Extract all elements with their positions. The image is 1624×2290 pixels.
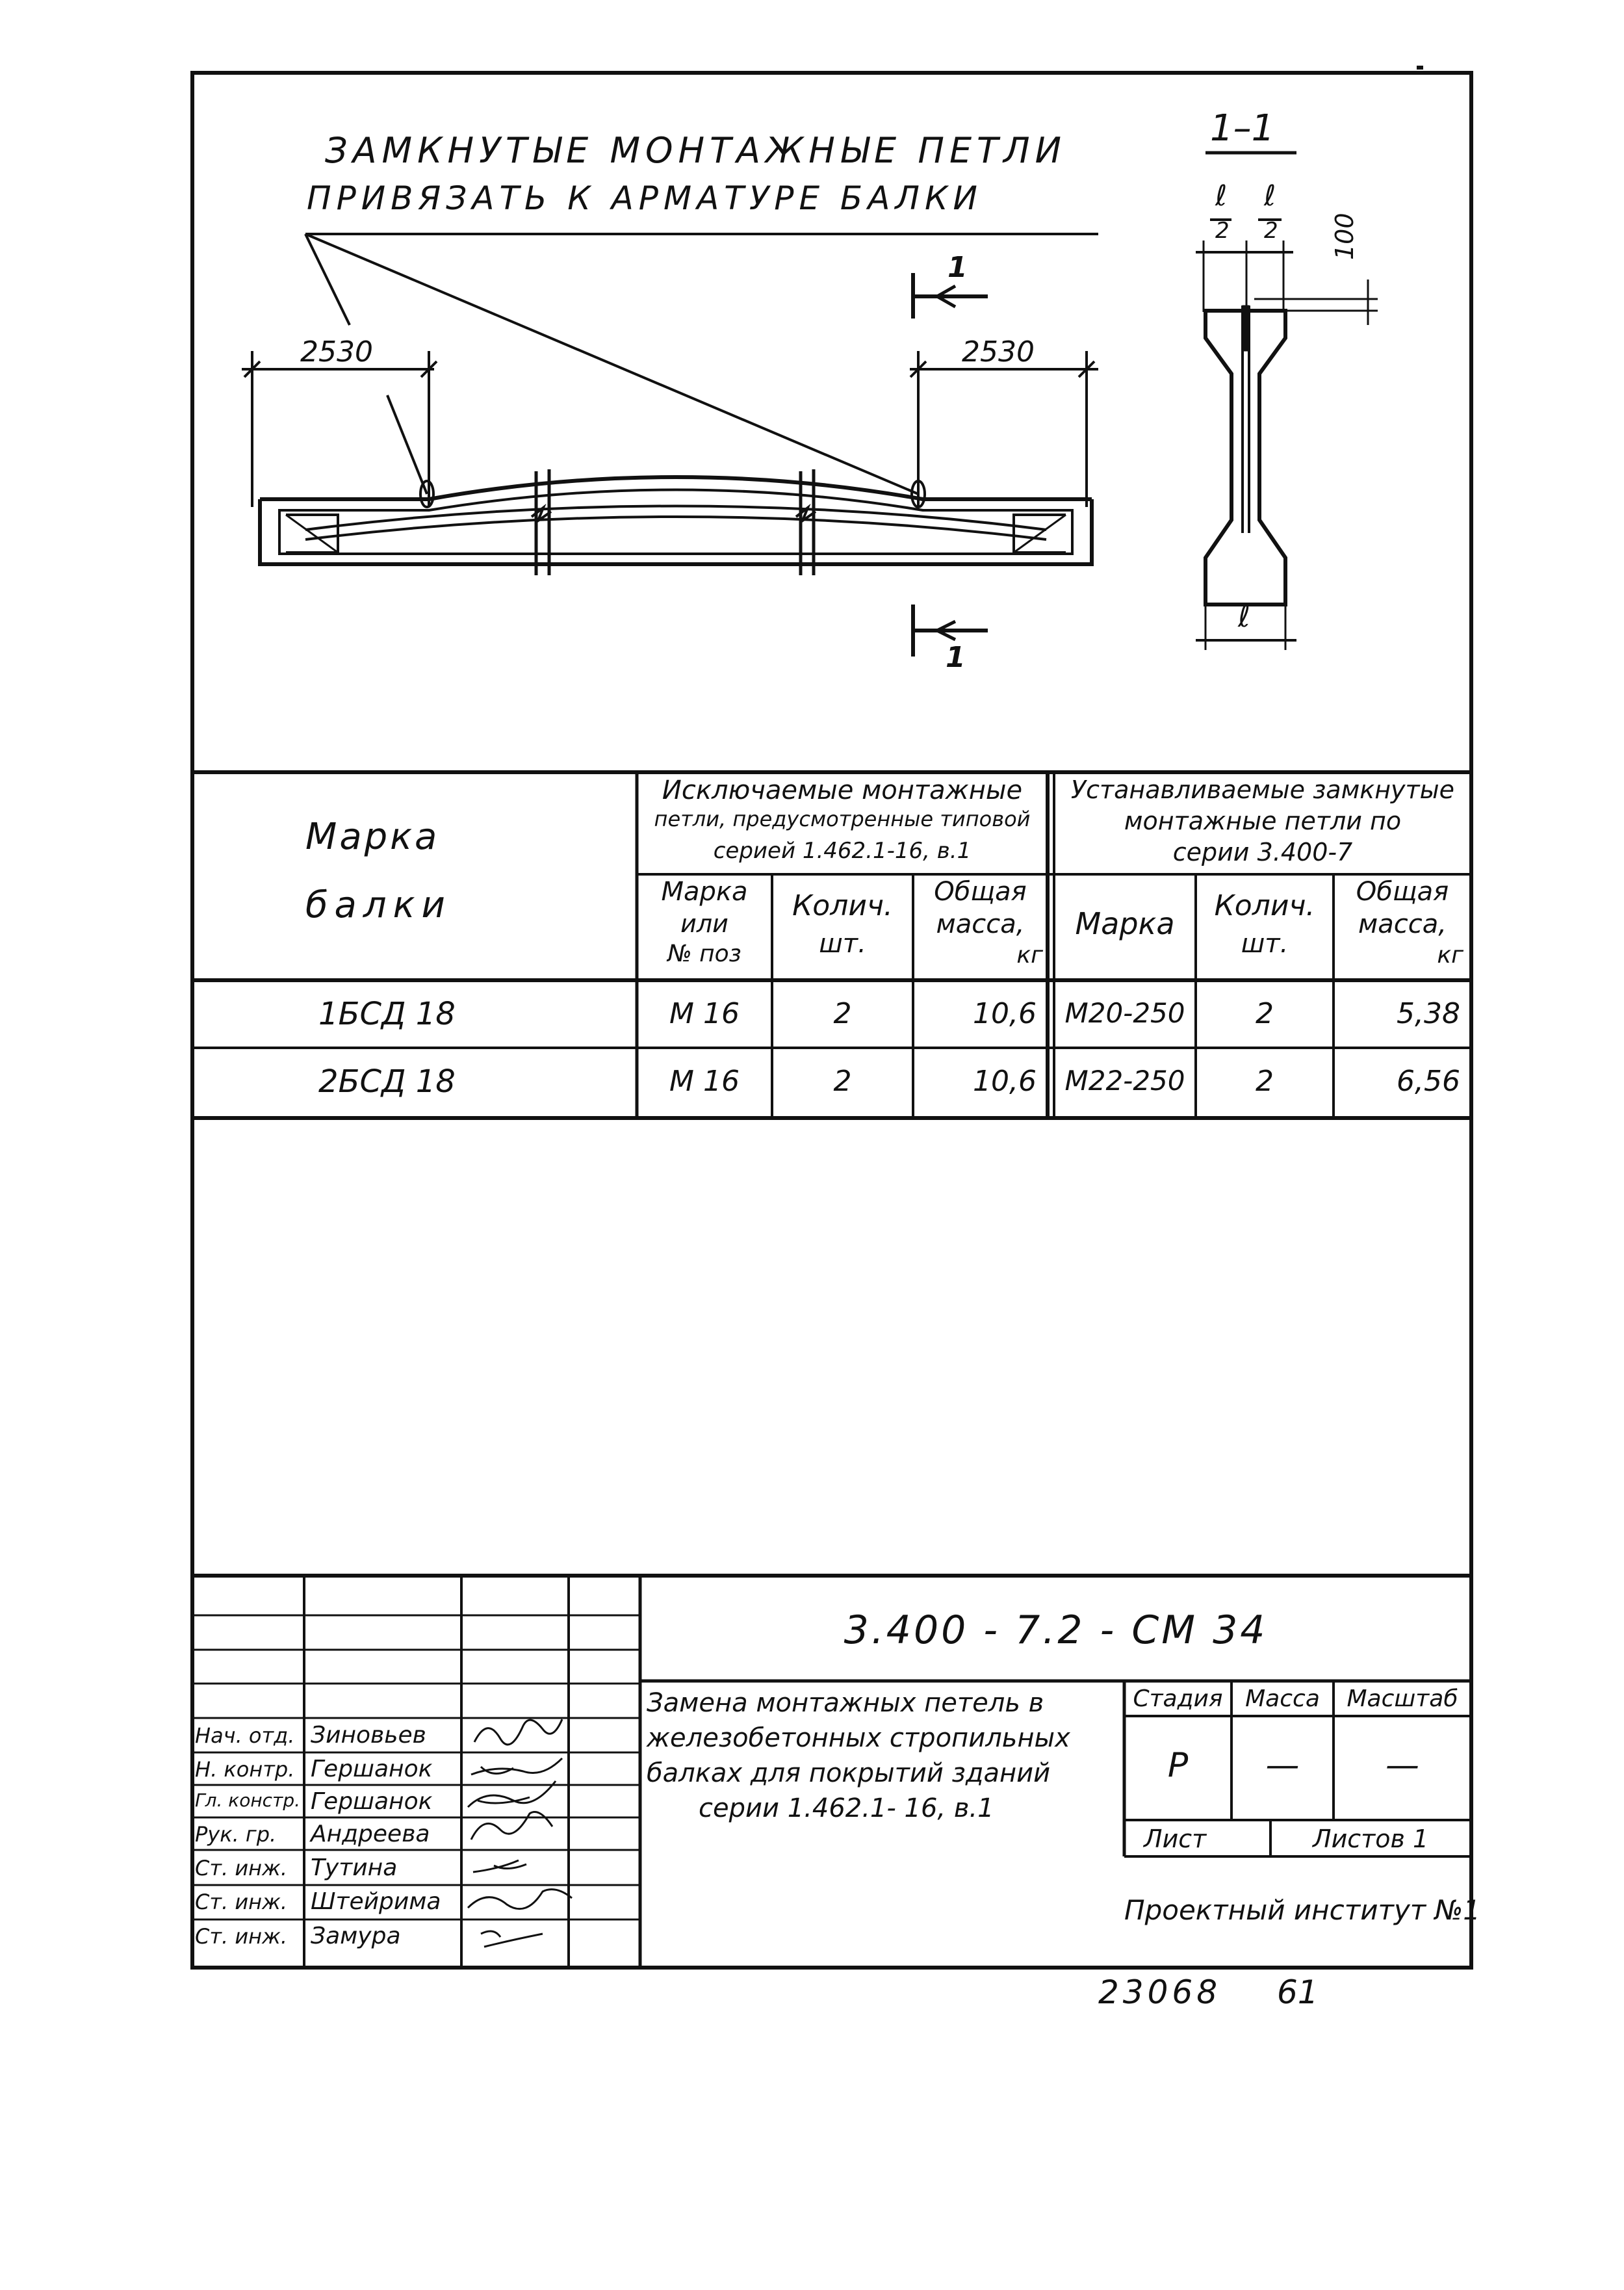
signature-name: Гершанок [311, 1788, 433, 1815]
scale-value: — [1386, 1746, 1419, 1785]
dimension-right-label: 2530 [962, 335, 1035, 369]
title-line-1: Замена монтажных петель в [647, 1688, 1044, 1718]
table-header-mark-1: Марка [305, 816, 440, 858]
sub-mass-1: Общая [934, 877, 1027, 907]
signature-role: Ст. инж. [195, 1890, 288, 1914]
section-dim-l-right-num: ℓ [1264, 179, 1276, 213]
sub-mass2-2: масса, [1358, 909, 1447, 939]
group-excluded-line-3: серией 1.462.1-16, в.1 [713, 838, 972, 864]
signature-name: Зиновьев [311, 1722, 426, 1749]
sub-mass-2: масса, [936, 909, 1025, 939]
cell-ex-qty: 2 [833, 997, 852, 1030]
cell-ex-mass: 10,6 [973, 1065, 1037, 1098]
group-installed-line-1: Устанавливаемые замкнутые [1070, 775, 1455, 804]
section-title: 1–1 [1210, 107, 1275, 150]
sub-qty2-1: Колич. [1214, 889, 1315, 922]
cell-beam: 1БСД 18 [318, 996, 456, 1032]
cell-ex-mark: М 16 [669, 1065, 740, 1098]
group-excluded-line-2: петли, предусмотренные типовой [654, 807, 1031, 831]
stage-label: Стадия [1133, 1685, 1223, 1712]
section-dim-l: ℓ [1238, 599, 1251, 634]
sub-qty-1: Колич. [792, 889, 893, 922]
cell-ex-qty: 2 [833, 1065, 852, 1098]
signature-role: Ст. инж. [195, 1856, 288, 1880]
sub-mark-2: Марка [1075, 906, 1175, 941]
sub-mass2-3: кг [1437, 942, 1463, 969]
cell-in-mass: 5,38 [1397, 997, 1460, 1030]
dimension-right [910, 351, 1098, 507]
scale-label: Масштаб [1347, 1685, 1458, 1712]
archive-number: 23068 [1098, 1973, 1222, 2011]
sheet-label: Лист [1144, 1825, 1207, 1853]
signature-name: Замура [311, 1923, 401, 1949]
organization-name: Проектный институт №1 [1124, 1894, 1481, 1926]
signature-name: Гершанок [311, 1756, 433, 1782]
signature-name: Штейрима [311, 1888, 441, 1915]
sub-qty2-2: шт. [1241, 929, 1289, 959]
title-line-4: серии 1.462.1- 16, в.1 [699, 1793, 994, 1823]
sub-mark-pos-3: № поз [667, 941, 741, 967]
sub-qty-2: шт. [819, 929, 866, 959]
signature-name: Тутина [311, 1854, 398, 1881]
sub-mass-3: кг [1016, 942, 1043, 969]
note-line-2: ПРИВЯЗАТЬ К АРМАТУРЕ БАЛКИ [307, 179, 983, 217]
cell-beam: 2БСД 18 [318, 1063, 456, 1100]
signature-name: Андреева [311, 1821, 430, 1847]
signature-role: Ст. инж. [195, 1924, 288, 1949]
table-header-mark-2: балки [305, 884, 452, 926]
signature-role: Нач. отд. [195, 1723, 295, 1748]
note-line-1: ЗАМКНУТЫЕ МОНТАЖНЫЕ ПЕТЛИ [325, 130, 1067, 171]
section-dim-l-left-den: 2 [1215, 218, 1230, 244]
break-mark-right [796, 469, 816, 575]
title-line-2: железобетонных стропильных [647, 1723, 1070, 1753]
signature-role: Гл. констр. [195, 1789, 301, 1811]
sub-mass2-1: Общая [1356, 877, 1449, 907]
mass-label: Масса [1245, 1685, 1320, 1712]
sheets-label: Листов 1 [1313, 1825, 1429, 1853]
group-installed-line-3: серии 3.400-7 [1172, 838, 1353, 866]
dimension-left [242, 351, 437, 507]
beam-elevation [260, 469, 1092, 575]
signature-role: Рук. гр. [195, 1822, 277, 1847]
cell-in-qty: 2 [1256, 997, 1274, 1030]
cell-ex-mark: М 16 [669, 997, 740, 1030]
cell-in-mark: М20-250 [1064, 997, 1185, 1029]
title-line-3: балках для покрытий зданий [647, 1758, 1051, 1788]
cell-in-mass: 6,56 [1397, 1065, 1460, 1098]
cell-ex-mass: 10,6 [973, 997, 1037, 1030]
group-installed-line-2: монтажные петли по [1124, 807, 1402, 835]
dimension-left-label: 2530 [300, 335, 373, 369]
mass-value: — [1265, 1746, 1300, 1785]
section-dim-l-left-num: ℓ [1215, 179, 1228, 213]
sub-mark-pos-1: Марка [661, 877, 748, 907]
cell-in-qty: 2 [1256, 1065, 1274, 1098]
sub-mark-pos-2: или [680, 909, 728, 938]
section-mark-top: 1 [947, 251, 968, 284]
cell-in-mark: М22-250 [1064, 1065, 1185, 1097]
page-number: 61 [1277, 1973, 1319, 2011]
stage-value: Р [1167, 1746, 1189, 1785]
section-dim-100: 100 [1330, 213, 1359, 260]
section-dim-l-right-den: 2 [1264, 218, 1278, 244]
document-code: 3.400 - 7.2 - СМ 34 [844, 1607, 1268, 1653]
group-excluded-line-1: Исключаемые монтажные [662, 775, 1023, 805]
signature-role: Н. контр. [195, 1757, 295, 1782]
section-mark-bottom: 1 [946, 641, 966, 674]
